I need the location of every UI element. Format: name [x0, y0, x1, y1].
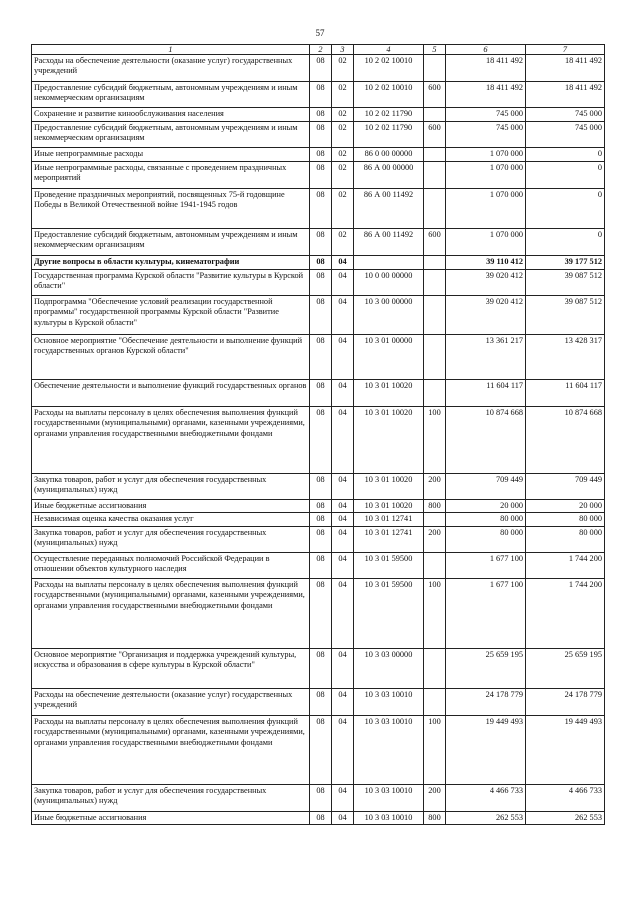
- expense-name: Проведение праздничных мероприятий, посвященных 75-й годовщине Победы в Великой Отечественной войне 1941-1945 годов: [32, 189, 310, 229]
- amount-year-2: 19 449 493: [526, 715, 605, 784]
- target-article-code: 10 3 01 10020: [354, 380, 424, 407]
- table-row: [32, 108, 605, 122]
- header-col-6: 6: [446, 45, 526, 55]
- target-article-code: 10 0 00 00000: [354, 270, 424, 296]
- expense-type-code: [424, 55, 446, 82]
- expense-type-code: [424, 270, 446, 296]
- target-article-code: 10 2 02 10010: [354, 55, 424, 82]
- section-code: 08: [310, 122, 332, 148]
- amount-year-1: 39 110 412: [446, 256, 526, 270]
- section-code: 08: [310, 474, 332, 500]
- subsection-code: 02: [332, 148, 354, 162]
- amount-year-1: 262 553: [446, 811, 526, 824]
- subsection-code: 04: [332, 296, 354, 335]
- target-article-code: 86 А 00 11492: [354, 189, 424, 229]
- section-code: 08: [310, 270, 332, 296]
- expense-name: Расходы на обеспечение деятельности (оказание услуг) государственных учреждений: [32, 55, 310, 82]
- amount-year-1: 18 411 492: [446, 82, 526, 108]
- subsection-code: 04: [332, 513, 354, 526]
- subsection-code: 02: [332, 229, 354, 256]
- subsection-code: 02: [332, 122, 354, 148]
- section-code: 08: [310, 648, 332, 688]
- expense-name: Другие вопросы в области культуры, кинематографии: [32, 256, 310, 270]
- expense-type-code: 100: [424, 407, 446, 474]
- amount-year-2: 745 000: [526, 122, 605, 148]
- amount-year-2: 80 000: [526, 526, 605, 552]
- amount-year-2: 24 178 779: [526, 688, 605, 715]
- target-article-code: 10 2 02 10010: [354, 82, 424, 108]
- table-header: [32, 45, 605, 55]
- amount-year-2: 1 744 200: [526, 578, 605, 648]
- target-article-code: 10 3 01 12741: [354, 513, 424, 526]
- expense-name: Предоставление субсидий бюджетным, автономным учреждениям и иным некоммерческим организациям: [32, 122, 310, 148]
- table-row: [32, 784, 605, 811]
- target-article-code: 10 3 01 12741: [354, 526, 424, 552]
- target-article-code: 10 3 01 59500: [354, 552, 424, 578]
- page-number: 57: [315, 28, 325, 38]
- expense-name: Подпрограмма "Обеспечение условий реализации государственной программы" государственной программы Курской области "Развитие культуры в Курской области": [32, 296, 310, 335]
- expense-name: Предоставление субсидий бюджетным, автономным учреждениям и иным некоммерческим организациям: [32, 229, 310, 256]
- expense-name: Осуществление переданных полномочий Российской Федерации в отношении объектов культурного наследия: [32, 552, 310, 578]
- target-article-code: 10 3 01 10020: [354, 474, 424, 500]
- amount-year-2: 0: [526, 189, 605, 229]
- expense-name: Независимая оценка качества оказания услуг: [32, 513, 310, 526]
- expense-type-code: [424, 148, 446, 162]
- amount-year-2: 0: [526, 148, 605, 162]
- amount-year-2: 20 000: [526, 500, 605, 513]
- expense-type-code: [424, 162, 446, 189]
- section-code: 08: [310, 162, 332, 189]
- amount-year-1: 80 000: [446, 513, 526, 526]
- amount-year-1: 745 000: [446, 108, 526, 122]
- subsection-code: 04: [332, 552, 354, 578]
- header-col-7: 7: [526, 45, 605, 55]
- amount-year-1: 1 070 000: [446, 148, 526, 162]
- expense-name: Сохранение и развитие кинообслуживания населения: [32, 108, 310, 122]
- amount-year-1: 1 070 000: [446, 189, 526, 229]
- section-code: 08: [310, 256, 332, 270]
- target-article-code: 86 А 00 11492: [354, 229, 424, 256]
- expense-type-code: [424, 256, 446, 270]
- table-row: [32, 189, 605, 229]
- expense-type-code: [424, 552, 446, 578]
- expense-name: Иные непрограммные расходы, связанные с проведением праздничных мероприятий: [32, 162, 310, 189]
- table-row: [32, 513, 605, 526]
- table-row: [32, 82, 605, 108]
- table-body: [32, 55, 605, 825]
- table-row: [32, 715, 605, 784]
- target-article-code: 10 3 03 10010: [354, 784, 424, 811]
- subsection-code: 04: [332, 500, 354, 513]
- section-code: 08: [310, 578, 332, 648]
- amount-year-2: 745 000: [526, 108, 605, 122]
- expense-name: Расходы на выплаты персоналу в целях обеспечения выполнения функций государственными (муниципальными) органами, казенными учреждениями, органами управления государственными внебюджетными фондами: [32, 715, 310, 784]
- target-article-code: 10 3 01 10020: [354, 407, 424, 474]
- table-row: [32, 229, 605, 256]
- expense-type-code: 100: [424, 715, 446, 784]
- expense-name: Иные бюджетные ассигнования: [32, 811, 310, 824]
- amount-year-2: 10 874 668: [526, 407, 605, 474]
- amount-year-2: 0: [526, 229, 605, 256]
- table-row: [32, 552, 605, 578]
- expense-type-code: [424, 688, 446, 715]
- subsection-code: 04: [332, 811, 354, 824]
- section-code: 08: [310, 82, 332, 108]
- amount-year-2: 39 087 512: [526, 270, 605, 296]
- section-code: 08: [310, 552, 332, 578]
- subsection-code: 04: [332, 380, 354, 407]
- amount-year-2: 262 553: [526, 811, 605, 824]
- table-row: [32, 688, 605, 715]
- amount-year-1: 24 178 779: [446, 688, 526, 715]
- table-row: [32, 122, 605, 148]
- expense-type-code: [424, 189, 446, 229]
- table-row: [32, 474, 605, 500]
- expense-name: Иные бюджетные ассигнования: [32, 500, 310, 513]
- subsection-code: 02: [332, 82, 354, 108]
- amount-year-2: 39 177 512: [526, 256, 605, 270]
- amount-year-2: 80 000: [526, 513, 605, 526]
- section-code: 08: [310, 189, 332, 229]
- expense-name: Закупка товаров, работ и услуг для обеспечения государственных (муниципальных) нужд: [32, 526, 310, 552]
- target-article-code: 86 А 00 00000: [354, 162, 424, 189]
- table-row: [32, 148, 605, 162]
- subsection-code: 04: [332, 407, 354, 474]
- table-row: [32, 296, 605, 335]
- subsection-code: 04: [332, 784, 354, 811]
- section-code: 08: [310, 811, 332, 824]
- amount-year-1: 709 449: [446, 474, 526, 500]
- amount-year-2: 4 466 733: [526, 784, 605, 811]
- expense-type-code: 100: [424, 578, 446, 648]
- expense-type-code: [424, 296, 446, 335]
- amount-year-1: 4 466 733: [446, 784, 526, 811]
- subsection-code: 02: [332, 189, 354, 229]
- amount-year-1: 11 604 117: [446, 380, 526, 407]
- table-row: [32, 256, 605, 270]
- expense-name: Обеспечение деятельности и выполнение функций государственных органов: [32, 380, 310, 407]
- target-article-code: 10 2 02 11790: [354, 122, 424, 148]
- header-col-4: 4: [354, 45, 424, 55]
- expense-type-code: [424, 335, 446, 380]
- target-article-code: 10 3 01 10020: [354, 500, 424, 513]
- section-code: 08: [310, 229, 332, 256]
- expense-name: Расходы на обеспечение деятельности (оказание услуг) государственных учреждений: [32, 688, 310, 715]
- amount-year-1: 1 070 000: [446, 162, 526, 189]
- expense-type-code: [424, 108, 446, 122]
- expense-type-code: 800: [424, 500, 446, 513]
- amount-year-1: 13 361 217: [446, 335, 526, 380]
- amount-year-1: 18 411 492: [446, 55, 526, 82]
- table-row: [32, 811, 605, 824]
- target-article-code: 10 3 03 10010: [354, 715, 424, 784]
- expense-name: Иные непрограммные расходы: [32, 148, 310, 162]
- amount-year-2: 39 087 512: [526, 296, 605, 335]
- expense-name: Основное мероприятие "Обеспечение деятельности и выполнение функций государственных органов Курской области": [32, 335, 310, 380]
- amount-year-1: 1 070 000: [446, 229, 526, 256]
- expense-type-code: 800: [424, 811, 446, 824]
- table-row: [32, 500, 605, 513]
- subsection-code: 04: [332, 335, 354, 380]
- target-article-code: 10 2 02 11790: [354, 108, 424, 122]
- target-article-code: 10 3 03 10010: [354, 688, 424, 715]
- amount-year-1: 25 659 195: [446, 648, 526, 688]
- target-article-code: 10 3 01 00000: [354, 335, 424, 380]
- subsection-code: 04: [332, 526, 354, 552]
- target-article-code: 10 3 00 00000: [354, 296, 424, 335]
- subsection-code: 04: [332, 256, 354, 270]
- header-col-1: 1: [32, 45, 310, 55]
- target-article-code: 10 3 03 10010: [354, 811, 424, 824]
- section-code: 08: [310, 688, 332, 715]
- amount-year-1: 39 020 412: [446, 296, 526, 335]
- subsection-code: 04: [332, 270, 354, 296]
- subsection-code: 04: [332, 648, 354, 688]
- expense-type-code: 600: [424, 82, 446, 108]
- subsection-code: 02: [332, 108, 354, 122]
- amount-year-2: 13 428 317: [526, 335, 605, 380]
- table-row: [32, 578, 605, 648]
- section-code: 08: [310, 296, 332, 335]
- table-row: [32, 270, 605, 296]
- amount-year-1: 19 449 493: [446, 715, 526, 784]
- subsection-code: 02: [332, 55, 354, 82]
- header-row: [32, 45, 605, 55]
- subsection-code: 04: [332, 474, 354, 500]
- expense-name: Закупка товаров, работ и услуг для обеспечения государственных (муниципальных) нужд: [32, 784, 310, 811]
- section-code: 08: [310, 513, 332, 526]
- section-code: 08: [310, 335, 332, 380]
- expense-type-code: 600: [424, 229, 446, 256]
- section-code: 08: [310, 526, 332, 552]
- amount-year-1: 80 000: [446, 526, 526, 552]
- expense-name: Закупка товаров, работ и услуг для обеспечения государственных (муниципальных) нужд: [32, 474, 310, 500]
- expense-type-code: [424, 380, 446, 407]
- expense-type-code: [424, 648, 446, 688]
- table-row: [32, 162, 605, 189]
- section-code: 08: [310, 784, 332, 811]
- amount-year-1: 10 874 668: [446, 407, 526, 474]
- expense-type-code: 200: [424, 784, 446, 811]
- amount-year-1: 1 677 100: [446, 552, 526, 578]
- amount-year-1: 20 000: [446, 500, 526, 513]
- amount-year-1: 1 677 100: [446, 578, 526, 648]
- budget-table: [31, 44, 605, 825]
- table-row: [32, 380, 605, 407]
- subsection-code: 02: [332, 162, 354, 189]
- table-row: [32, 648, 605, 688]
- amount-year-2: 11 604 117: [526, 380, 605, 407]
- amount-year-2: 18 411 492: [526, 55, 605, 82]
- expense-name: Государственная программа Курской области "Развитие культуры в Курской области": [32, 270, 310, 296]
- expense-name: Расходы на выплаты персоналу в целях обеспечения выполнения функций государственными (муниципальными) органами, казенными учреждениями, органами управления государственными внебюджетными фондами: [32, 578, 310, 648]
- target-article-code: 10 3 03 00000: [354, 648, 424, 688]
- amount-year-2: 0: [526, 162, 605, 189]
- amount-year-2: 25 659 195: [526, 648, 605, 688]
- header-col-2: 2: [310, 45, 332, 55]
- section-code: 08: [310, 407, 332, 474]
- table-row: [32, 335, 605, 380]
- target-article-code: [354, 256, 424, 270]
- section-code: 08: [310, 55, 332, 82]
- expense-name: Расходы на выплаты персоналу в целях обеспечения выполнения функций государственными (муниципальными) органами, казенными учреждениями, органами управления государственными внебюджетными фондами: [32, 407, 310, 474]
- expense-type-code: [424, 513, 446, 526]
- subsection-code: 04: [332, 715, 354, 784]
- table-row: [32, 407, 605, 474]
- expense-type-code: 200: [424, 474, 446, 500]
- subsection-code: 04: [332, 578, 354, 648]
- expense-name: Предоставление субсидий бюджетным, автономным учреждениям и иным некоммерческим организациям: [32, 82, 310, 108]
- amount-year-1: 39 020 412: [446, 270, 526, 296]
- expense-name: Основное мероприятие "Организация и поддержка учреждений культуры, искусства и образования в сфере культуры в Курской области": [32, 648, 310, 688]
- expense-type-code: 600: [424, 122, 446, 148]
- target-article-code: 10 3 01 59500: [354, 578, 424, 648]
- header-col-5: 5: [424, 45, 446, 55]
- table-row: [32, 55, 605, 82]
- section-code: 08: [310, 148, 332, 162]
- section-code: 08: [310, 715, 332, 784]
- header-col-3: 3: [332, 45, 354, 55]
- target-article-code: 86 0 00 00000: [354, 148, 424, 162]
- amount-year-2: 1 744 200: [526, 552, 605, 578]
- subsection-code: 04: [332, 688, 354, 715]
- table-row: [32, 526, 605, 552]
- amount-year-2: 709 449: [526, 474, 605, 500]
- section-code: 08: [310, 108, 332, 122]
- amount-year-2: 18 411 492: [526, 82, 605, 108]
- amount-year-1: 745 000: [446, 122, 526, 148]
- expense-type-code: 200: [424, 526, 446, 552]
- section-code: 08: [310, 380, 332, 407]
- section-code: 08: [310, 500, 332, 513]
